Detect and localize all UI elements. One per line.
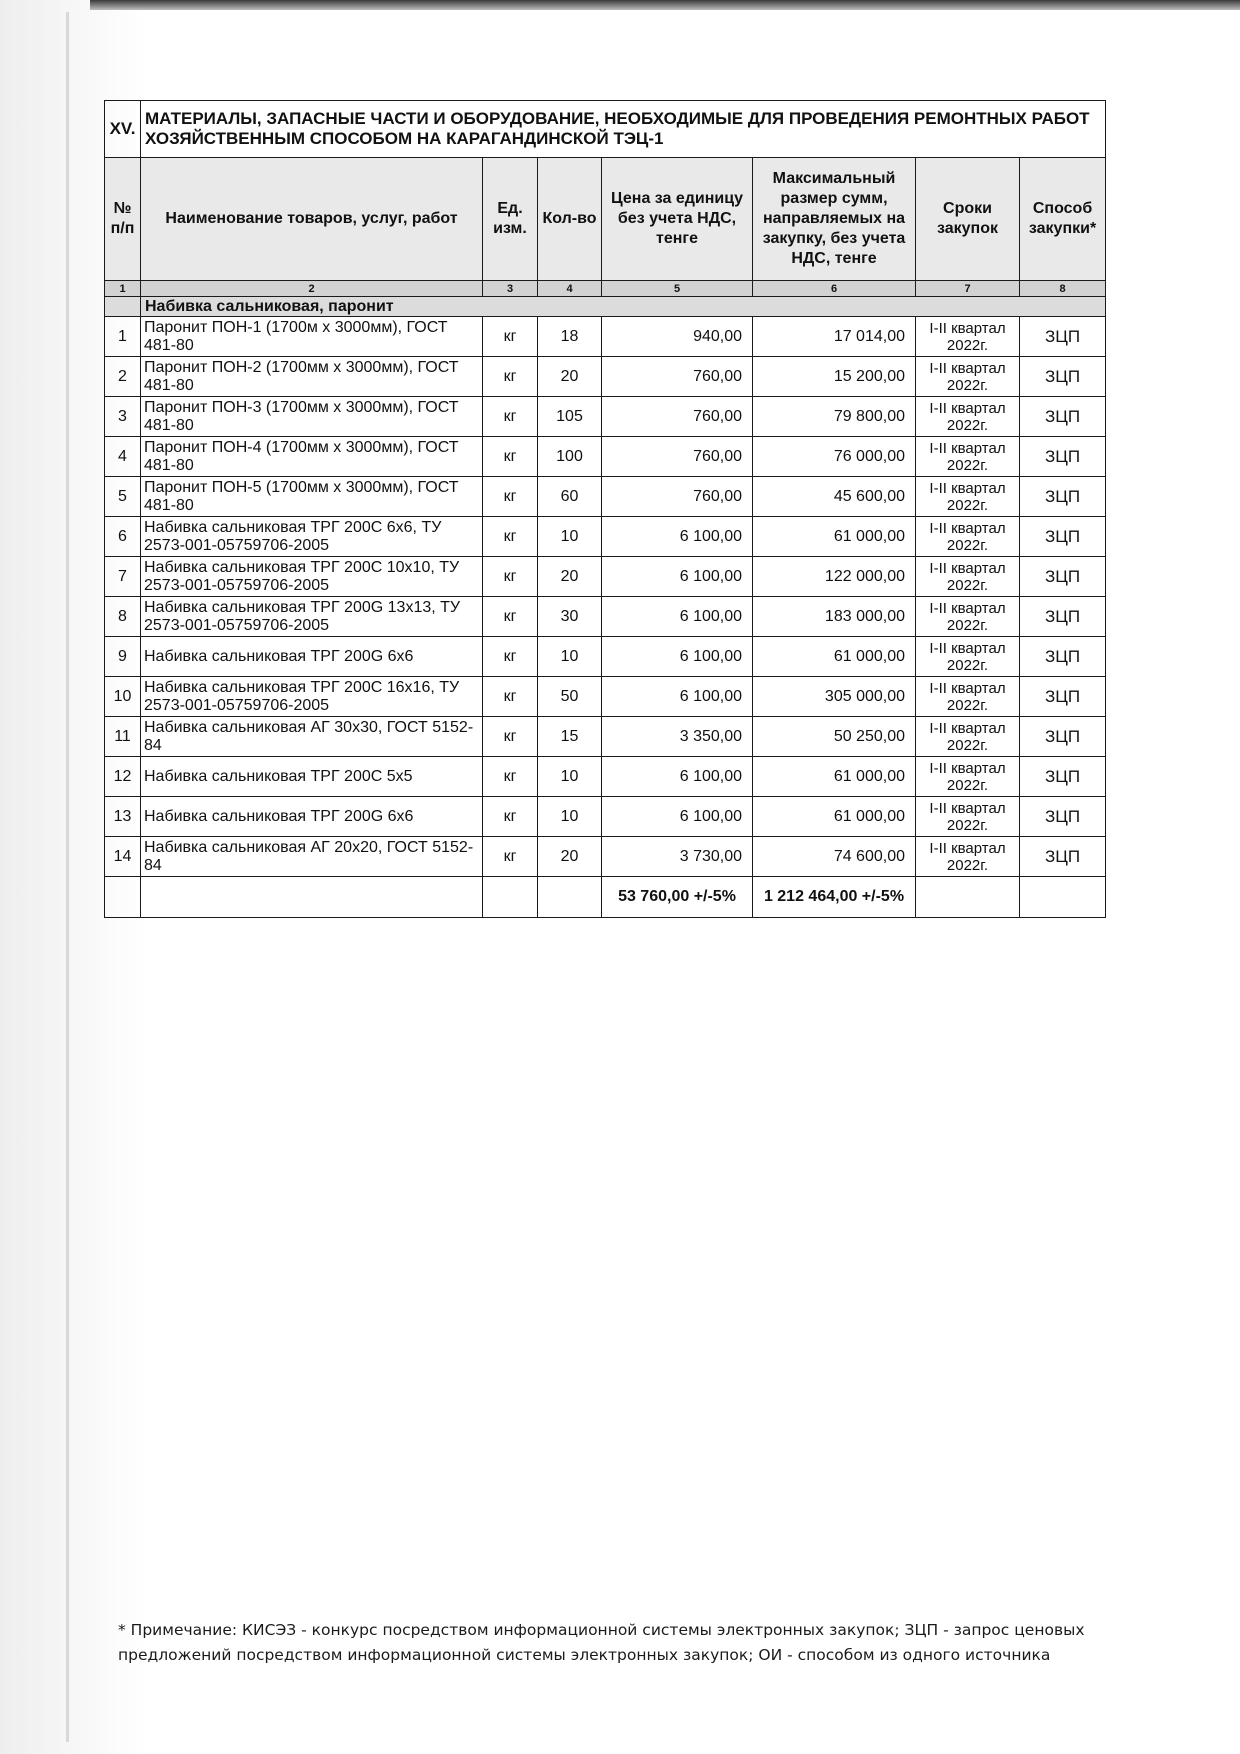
procurement-method: ЗЦП (1020, 557, 1106, 597)
col-number: 7 (916, 281, 1020, 297)
item-name: Набивка сальниковая АГ 30х30, ГОСТ 5152-84 (141, 717, 483, 757)
total-sum: 1 212 464,00 +/-5% (753, 877, 916, 918)
empty-cell (483, 877, 538, 918)
empty-cell (1020, 877, 1106, 918)
procurement-term: I-II квартал 2022г. (916, 677, 1020, 717)
unit: кг (483, 437, 538, 477)
table-row (105, 397, 1106, 437)
total-sum: 17 014,00 (753, 317, 916, 357)
row-number: 2 (105, 357, 141, 397)
total-sum: 50 250,00 (753, 717, 916, 757)
row-number: 11 (105, 717, 141, 757)
item-name: Набивка сальниковая АГ 20х20, ГОСТ 5152-84 (141, 837, 483, 877)
procurement-method: ЗЦП (1020, 677, 1106, 717)
item-name: Паронит ПОН-5 (1700мм х 3000мм), ГОСТ 481-80 (141, 477, 483, 517)
row-number: 14 (105, 837, 141, 877)
totals-row (105, 877, 1106, 918)
quantity: 20 (538, 357, 602, 397)
col-header-qty: Кол-во (538, 158, 602, 281)
item-name: Набивка сальниковая ТРГ 200С 10х10, ТУ 2573-001-05759706-2005 (141, 557, 483, 597)
procurement-term: I-II квартал 2022г. (916, 637, 1020, 677)
row-number: 8 (105, 597, 141, 637)
row-number: 9 (105, 637, 141, 677)
procurement-method: ЗЦП (1020, 717, 1106, 757)
item-name: Набивка сальниковая ТРГ 200G 13х13, ТУ 2573-001-05759706-2005 (141, 597, 483, 637)
unit-price: 6 100,00 (602, 677, 753, 717)
quantity: 10 (538, 517, 602, 557)
group-row (105, 297, 1106, 317)
scan-top-edge (90, 0, 1240, 10)
procurement-method: ЗЦП (1020, 797, 1106, 837)
unit-price: 6 100,00 (602, 797, 753, 837)
total-sum: 61 000,00 (753, 637, 916, 677)
total-sum: 305 000,00 (753, 677, 916, 717)
item-name: Паронит ПОН-4 (1700мм х 3000мм), ГОСТ 481-80 (141, 437, 483, 477)
procurement-method: ЗЦП (1020, 477, 1106, 517)
col-header-method: Способ закупки* (1020, 158, 1106, 281)
table-row (105, 597, 1106, 637)
procurement-term: I-II квартал 2022г. (916, 837, 1020, 877)
quantity: 60 (538, 477, 602, 517)
unit-price: 6 100,00 (602, 637, 753, 677)
quantity: 20 (538, 837, 602, 877)
col-number: 3 (483, 281, 538, 297)
table-row (105, 557, 1106, 597)
quantity: 15 (538, 717, 602, 757)
table-row (105, 837, 1106, 877)
column-number-row (105, 281, 1106, 297)
unit: кг (483, 757, 538, 797)
table-row (105, 477, 1106, 517)
group-spacer (105, 297, 141, 317)
quantity: 20 (538, 557, 602, 597)
item-name: Набивка сальниковая ТРГ 200С 6х6, ТУ 2573-001-05759706-2005 (141, 517, 483, 557)
quantity: 30 (538, 597, 602, 637)
table-row (105, 637, 1106, 677)
unit: кг (483, 317, 538, 357)
total-price: 53 760,00 +/-5% (602, 877, 753, 918)
unit: кг (483, 477, 538, 517)
item-name: Набивка сальниковая ТРГ 200G 6х6 (141, 797, 483, 837)
unit: кг (483, 397, 538, 437)
row-number: 10 (105, 677, 141, 717)
row-number: 4 (105, 437, 141, 477)
unit: кг (483, 637, 538, 677)
unit: кг (483, 797, 538, 837)
total-sum: 61 000,00 (753, 517, 916, 557)
quantity: 50 (538, 677, 602, 717)
procurement-method: ЗЦП (1020, 317, 1106, 357)
unit: кг (483, 677, 538, 717)
procurement-method: ЗЦП (1020, 437, 1106, 477)
unit: кг (483, 357, 538, 397)
quantity: 18 (538, 317, 602, 357)
scan-left-edge (66, 12, 69, 1742)
procurement-term: I-II квартал 2022г. (916, 437, 1020, 477)
row-number: 3 (105, 397, 141, 437)
table-row (105, 757, 1106, 797)
empty-cell (141, 877, 483, 918)
group-title: Набивка сальниковая, паронит (141, 297, 1106, 317)
unit: кг (483, 837, 538, 877)
col-header-sum: Максимальный размер сумм, направляемых на закупку, без учета НДС, тенге (753, 158, 916, 281)
unit: кг (483, 597, 538, 637)
item-name: Набивка сальниковая ТРГ 200G 6х6 (141, 637, 483, 677)
procurement-method: ЗЦП (1020, 397, 1106, 437)
section-number: XV. (105, 101, 141, 158)
total-sum: 61 000,00 (753, 757, 916, 797)
procurement-method: ЗЦП (1020, 837, 1106, 877)
total-sum: 76 000,00 (753, 437, 916, 477)
section-title: МАТЕРИАЛЫ, ЗАПАСНЫЕ ЧАСТИ И ОБОРУДОВАНИЕ, НЕОБХОДИМЫЕ ДЛЯ ПРОВЕДЕНИЯ РЕМОНТНЫХ РАБОТ ХОЗЯЙСТВЕННЫМ СПОСОБОМ НА КАРАГАНДИНСКОЙ ТЭЦ-1 (141, 101, 1106, 158)
procurement-term: I-II квартал 2022г. (916, 717, 1020, 757)
empty-cell (538, 877, 602, 918)
quantity: 10 (538, 757, 602, 797)
item-name: Набивка сальниковая ТРГ 200С 16х16, ТУ 2573-001-05759706-2005 (141, 677, 483, 717)
procurement-term: I-II квартал 2022г. (916, 517, 1020, 557)
table-row (105, 717, 1106, 757)
row-number: 13 (105, 797, 141, 837)
procurement-term: I-II квартал 2022г. (916, 477, 1020, 517)
item-name: Паронит ПОН-3 (1700мм х 3000мм), ГОСТ 481-80 (141, 397, 483, 437)
total-sum: 183 000,00 (753, 597, 916, 637)
unit-price: 6 100,00 (602, 517, 753, 557)
table-row (105, 677, 1106, 717)
table-row (105, 437, 1106, 477)
procurement-term: I-II квартал 2022г. (916, 357, 1020, 397)
procurement-method: ЗЦП (1020, 517, 1106, 557)
total-sum: 61 000,00 (753, 797, 916, 837)
quantity: 10 (538, 637, 602, 677)
procurement-method: ЗЦП (1020, 757, 1106, 797)
item-name: Паронит ПОН-2 (1700мм х 3000мм), ГОСТ 481-80 (141, 357, 483, 397)
unit-price: 3 350,00 (602, 717, 753, 757)
procurement-term: I-II квартал 2022г. (916, 557, 1020, 597)
procurement-term: I-II квартал 2022г. (916, 397, 1020, 437)
col-number: 8 (1020, 281, 1106, 297)
unit-price: 6 100,00 (602, 557, 753, 597)
empty-cell (916, 877, 1020, 918)
unit-price: 6 100,00 (602, 597, 753, 637)
unit-price: 3 730,00 (602, 837, 753, 877)
unit-price: 760,00 (602, 357, 753, 397)
col-header-name: Наименование товаров, услуг, работ (141, 158, 483, 281)
col-header-term: Сроки закупок (916, 158, 1020, 281)
col-number: 5 (602, 281, 753, 297)
item-name: Набивка сальниковая ТРГ 200С 5х5 (141, 757, 483, 797)
row-number: 7 (105, 557, 141, 597)
col-number: 6 (753, 281, 916, 297)
item-name: Паронит ПОН-1 (1700м х 3000мм), ГОСТ 481-80 (141, 317, 483, 357)
unit: кг (483, 557, 538, 597)
footnote: * Примечание: КИСЭЗ - конкурс посредством информационной системы электронных закупок; ЗЦП - запрос ценовых предложений посредством информационной системы электронных закупок; ОИ - способом из одного источника (118, 1621, 1085, 1664)
total-sum: 79 800,00 (753, 397, 916, 437)
col-number: 4 (538, 281, 602, 297)
unit-price: 760,00 (602, 477, 753, 517)
total-sum: 74 600,00 (753, 837, 916, 877)
row-number: 6 (105, 517, 141, 557)
total-sum: 45 600,00 (753, 477, 916, 517)
col-header-price: Цена за единицу без учета НДС, тенге (602, 158, 753, 281)
unit-price: 760,00 (602, 437, 753, 477)
table-row (105, 797, 1106, 837)
col-number: 2 (141, 281, 483, 297)
table-row (105, 357, 1106, 397)
procurement-term: I-II квартал 2022г. (916, 597, 1020, 637)
row-number: 12 (105, 757, 141, 797)
col-header-unit: Ед. изм. (483, 158, 538, 281)
procurement-method: ЗЦП (1020, 637, 1106, 677)
empty-cell (105, 877, 141, 918)
procurement-table (104, 100, 1106, 918)
col-header-number: № п/п (105, 158, 141, 281)
table-row (105, 317, 1106, 357)
total-sum: 122 000,00 (753, 557, 916, 597)
quantity: 10 (538, 797, 602, 837)
row-number: 1 (105, 317, 141, 357)
row-number: 5 (105, 477, 141, 517)
total-sum: 15 200,00 (753, 357, 916, 397)
quantity: 105 (538, 397, 602, 437)
procurement-term: I-II квартал 2022г. (916, 757, 1020, 797)
procurement-method: ЗЦП (1020, 597, 1106, 637)
procurement-term: I-II квартал 2022г. (916, 797, 1020, 837)
table-row (105, 517, 1106, 557)
col-number: 1 (105, 281, 141, 297)
procurement-term: I-II квартал 2022г. (916, 317, 1020, 357)
unit: кг (483, 517, 538, 557)
unit-price: 760,00 (602, 397, 753, 437)
unit: кг (483, 717, 538, 757)
quantity: 100 (538, 437, 602, 477)
unit-price: 940,00 (602, 317, 753, 357)
section-header-row (105, 101, 1106, 158)
column-header-row (105, 158, 1106, 281)
unit-price: 6 100,00 (602, 757, 753, 797)
procurement-method: ЗЦП (1020, 357, 1106, 397)
